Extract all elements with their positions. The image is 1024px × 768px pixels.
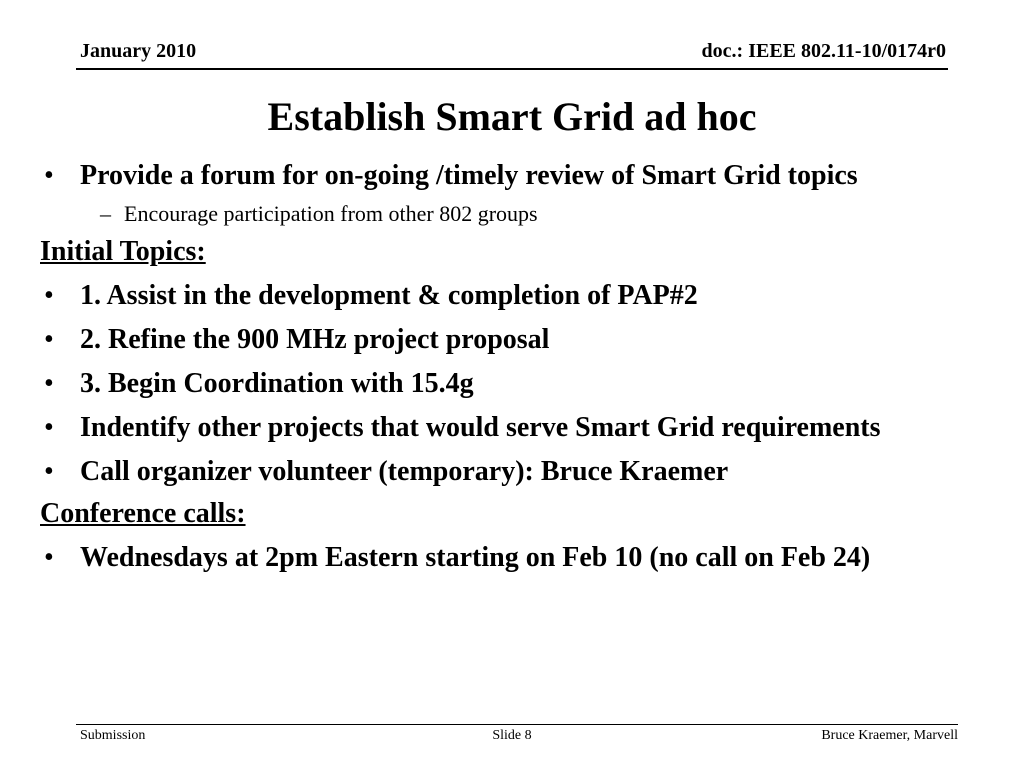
sub-bullet-participation: – Encourage participation from other 802 groups	[40, 200, 960, 228]
header-date: January 2010	[80, 40, 197, 62]
bullet-topic-900mhz: • 2. Refine the 900 MHz project proposal	[40, 322, 960, 358]
header-divider	[76, 68, 948, 70]
bullet-forum: • Provide a forum for on-going /timely review of Smart Grid topics	[40, 158, 960, 194]
slide-body	[40, 150, 960, 576]
footer-divider	[76, 724, 958, 725]
bullet-topic-other-projects: • Indentify other projects that would serve Smart Grid requirements	[40, 410, 960, 446]
bullet-calls-schedule: • Wednesdays at 2pm Eastern starting on Feb 10 (no call on Feb 24)	[40, 540, 960, 576]
header-doc-number: doc.: IEEE 802.11-10/0174r0	[701, 40, 946, 62]
footer-submission: Submission	[80, 728, 146, 743]
footer-author: Bruce Kraemer, Marvell	[821, 728, 958, 743]
heading-initial-topics: Initial Topics:	[40, 236, 206, 267]
bullet-topic-organizer: • Call organizer volunteer (temporary): Bruce Kraemer	[40, 454, 960, 490]
bullet-topic-pap2: • 1. Assist in the development & completion of PAP#2	[40, 278, 960, 314]
footer-slide-number: Slide 8	[492, 728, 532, 743]
slide-title: Establish Smart Grid ad hoc	[267, 94, 757, 139]
heading-conference-calls: Conference calls:	[40, 498, 246, 529]
bullet-topic-15-4g: • 3. Begin Coordination with 15.4g	[40, 366, 960, 402]
